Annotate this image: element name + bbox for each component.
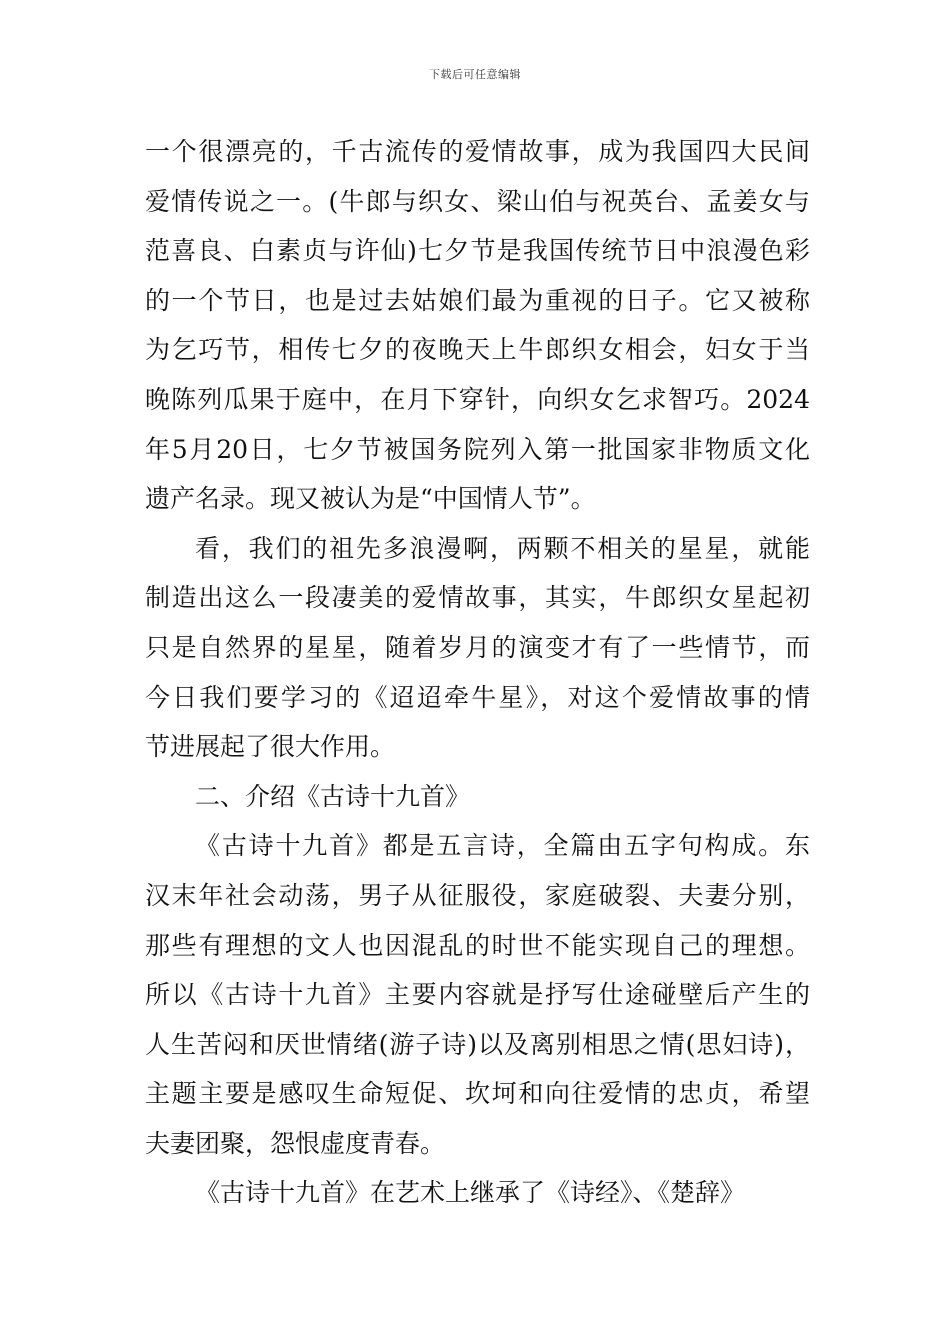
page-header: 下载后可任意编辑 xyxy=(429,68,521,81)
text-line: 只是自然界的星星，随着岁月的演变才有了一些情节，而 xyxy=(145,632,810,662)
text-line: 看，我们的祖先多浪漫啊，两颗不相关的星星，就能 xyxy=(195,533,810,563)
text-line: 那些有理想的文人也因混乱的时世不能实现自己的理想。 xyxy=(145,930,810,960)
text-line: 所以《古诗十九首》主要内容就是抒写仕途碰壁后产生的 xyxy=(145,980,810,1010)
text-line: 人生苦闷和厌世情绪(游子诗)以及离别相思之情(思妇诗)， xyxy=(145,1029,810,1059)
text-line: 的一个节日，也是过去姑娘们最为重视的日子。它又被称 xyxy=(145,285,810,315)
text-line: 《古诗十九首》都是五言诗，全篇由五字句构成。东 xyxy=(195,831,810,861)
text-line: 遗产名录。现又被认为是“中国情人节”。 xyxy=(145,484,596,514)
text-line: 制造出这么一段凄美的爱情故事，其实，牛郎织女星起初 xyxy=(145,583,810,613)
text-line: 今日我们要学习的《迢迢牵牛星》，对这个爱情故事的情 xyxy=(145,682,810,712)
text-line: 夫妻团聚，怨恨虚度青春。 xyxy=(145,1128,446,1158)
text-line: 节进展起了很大作用。 xyxy=(145,732,396,762)
document-body xyxy=(145,127,810,1218)
text-line: 一个很漂亮的，千古流传的爱情故事，成为我国四大民间 xyxy=(145,137,810,166)
text-line: 汉末年社会动荡，男子从征服役，家庭破裂、夫妻分别， xyxy=(145,880,810,910)
text-line: 爱情传说之一。(牛郎与织女、梁山伯与祝英台、孟姜女与 xyxy=(145,186,810,216)
text-line: 为乞巧节，相传七夕的夜晚天上牛郎织女相会，妇女于当 xyxy=(145,335,810,365)
section-heading: 二、介绍《古诗十九首》 xyxy=(195,781,471,811)
text-line: 晚陈列瓜果于庭中，在月下穿针，向织女乞求智巧。2024 xyxy=(145,384,810,414)
text-line: 主题主要是感叹生命短促、坎坷和向往爱情的忠贞，希望 xyxy=(145,1079,810,1109)
text-line: 年5月20日，七夕节被国务院列入第一批国家非物质文化 xyxy=(145,434,810,464)
text-line: 范喜良、白素贞与许仙)七夕节是我国传统节日中浪漫色彩 xyxy=(145,236,810,266)
text-line: 《古诗十九首》在艺术上继承了《诗经》、《楚辞》 xyxy=(195,1178,746,1208)
